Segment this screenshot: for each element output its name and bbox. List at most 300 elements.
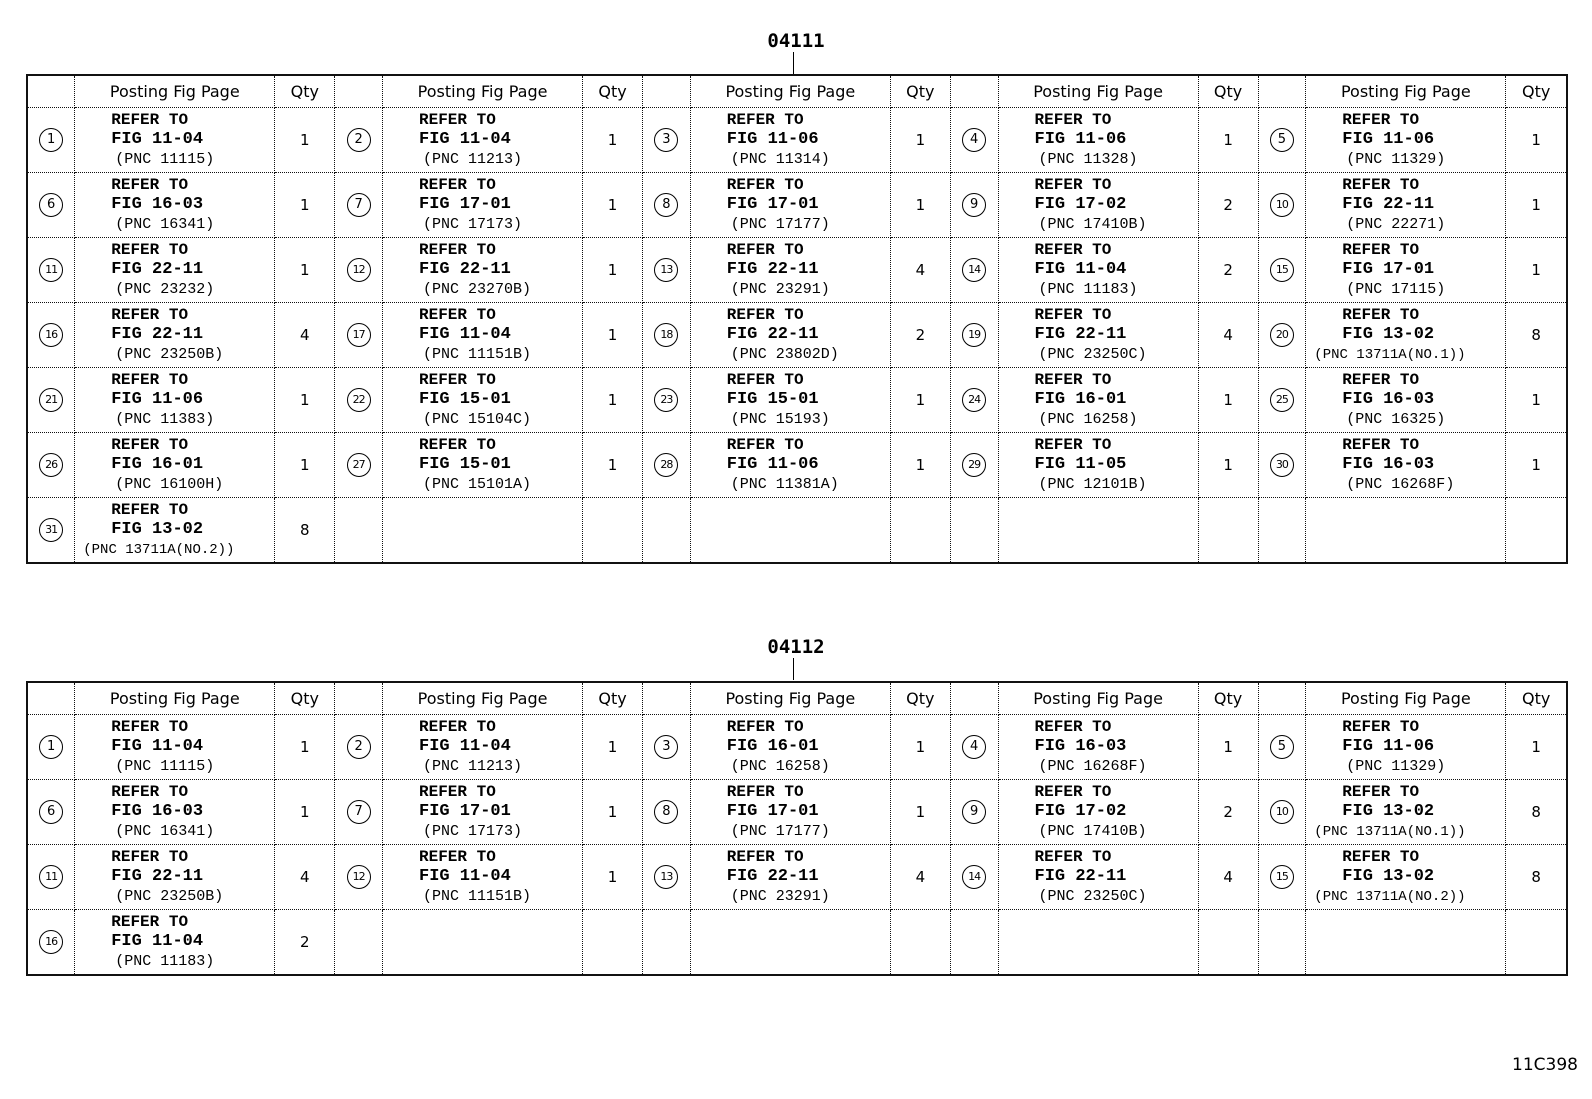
pnc-ref: (PNC 23291) — [730, 888, 830, 905]
posting-cell — [1306, 845, 1506, 910]
qty-value: 4 — [915, 261, 926, 279]
refer-label: REFER TO — [1342, 436, 1420, 454]
fig-ref: FIG 17-02 — [1034, 195, 1127, 214]
refer-label: REFER TO — [419, 848, 496, 866]
posting-cell — [690, 238, 890, 303]
item-number: 4 — [962, 128, 986, 152]
item-number-cell — [643, 715, 691, 780]
item-number-cell — [1258, 498, 1306, 563]
fig-ref: FIG 11-04 — [111, 130, 204, 149]
posting-cell — [690, 910, 890, 975]
item-number-cell — [1258, 780, 1306, 845]
qty-value: 1 — [1531, 196, 1541, 214]
refer-label: REFER TO — [726, 111, 804, 129]
table-row — [27, 368, 1567, 433]
qty-cell — [583, 108, 643, 173]
refer-label: REFER TO — [419, 241, 496, 259]
item-number-cell — [950, 780, 998, 845]
item-number-cell — [950, 433, 998, 498]
pnc-ref: (PNC 13711A(NO.2)) — [1314, 889, 1466, 905]
qty-value: 1 — [1223, 456, 1233, 474]
fig-ref: FIG 16-03 — [1034, 737, 1127, 756]
pnc-ref: (PNC 16268F) — [1038, 758, 1147, 775]
item-number-cell — [643, 173, 691, 238]
item-number-cell — [335, 910, 383, 975]
header-posting: Posting Fig Page — [383, 75, 583, 108]
qty-cell — [275, 368, 335, 433]
item-number-cell — [335, 303, 383, 368]
qty-value: 1 — [1531, 738, 1541, 756]
fig-ref: FIG 15-01 — [419, 455, 511, 474]
table-row — [27, 780, 1567, 845]
figure-code: 11C398 — [1512, 1055, 1578, 1075]
header-qty: Qty — [1506, 682, 1567, 715]
fig-ref: FIG 17-01 — [419, 802, 511, 821]
item-number-cell — [643, 845, 691, 910]
fig-ref: FIG 22-11 — [111, 867, 204, 886]
qty-cell — [583, 910, 643, 975]
pnc-ref: (PNC 23250B) — [115, 346, 224, 363]
item-number-cell — [1258, 433, 1306, 498]
qty-value: 1 — [1223, 131, 1233, 149]
posting-cell — [690, 498, 890, 563]
pnc-ref: (PNC 17410B) — [1038, 823, 1147, 840]
pnc-ref: (PNC 23250C) — [1038, 346, 1147, 363]
posting-cell — [998, 108, 1198, 173]
item-number-cell — [950, 715, 998, 780]
kit-leader-line — [793, 658, 794, 680]
table-row — [27, 238, 1567, 303]
item-number-cell — [27, 433, 75, 498]
refer-label: REFER TO — [111, 306, 189, 324]
item-number: 28 — [654, 453, 678, 477]
refer-label: REFER TO — [419, 783, 496, 801]
pnc-ref: (PNC 15101A) — [423, 476, 532, 493]
fig-ref: FIG 22-11 — [111, 325, 204, 344]
item-number: 7 — [347, 193, 371, 217]
qty-cell — [583, 715, 643, 780]
posting-cell — [75, 845, 275, 910]
refer-label: REFER TO — [1342, 176, 1420, 194]
refer-label: REFER TO — [111, 500, 189, 519]
item-number: 13 — [654, 258, 678, 282]
item-number: 22 — [347, 388, 371, 412]
item-number-cell — [643, 108, 691, 173]
posting-cell — [1306, 498, 1506, 563]
item-number: 14 — [962, 865, 986, 889]
header-blank — [335, 682, 383, 715]
item-number-cell — [335, 715, 383, 780]
item-number-cell — [950, 910, 998, 975]
fig-ref: FIG 11-06 — [1034, 130, 1127, 149]
item-number: 12 — [347, 258, 371, 282]
fig-ref: FIG 11-06 — [726, 130, 819, 149]
refer-label: REFER TO — [111, 718, 189, 736]
table-row — [27, 303, 1567, 368]
posting-cell — [690, 108, 890, 173]
qty-value: 1 — [1531, 391, 1541, 409]
item-number-cell — [335, 780, 383, 845]
refer-label: REFER TO — [1034, 111, 1112, 129]
refer-label: REFER TO — [1034, 718, 1112, 736]
item-number: 30 — [1270, 453, 1294, 477]
qty-cell — [1506, 368, 1567, 433]
posting-cell — [75, 108, 275, 173]
item-number: 1 — [39, 735, 63, 759]
posting-cell — [1306, 238, 1506, 303]
qty-value: 1 — [300, 391, 310, 409]
refer-label: REFER TO — [1034, 176, 1112, 194]
header-posting: Posting Fig Page — [690, 682, 890, 715]
refer-label: REFER TO — [419, 718, 496, 736]
posting-cell — [75, 303, 275, 368]
item-number-cell — [1258, 303, 1306, 368]
refer-label: REFER TO — [1034, 848, 1112, 866]
posting-cell — [998, 238, 1198, 303]
header-posting: Posting Fig Page — [998, 75, 1198, 108]
fig-ref: FIG 16-03 — [1342, 390, 1435, 409]
qty-cell — [1198, 238, 1258, 303]
qty-value: 4 — [300, 868, 310, 886]
qty-cell — [275, 108, 335, 173]
header-blank — [950, 682, 998, 715]
qty-value: 1 — [1531, 131, 1541, 149]
posting-cell — [690, 715, 890, 780]
qty-cell — [890, 108, 950, 173]
pnc-ref: (PNC 11115) — [115, 151, 215, 168]
item-number-cell — [1258, 910, 1306, 975]
fig-ref: FIG 17-01 — [1342, 260, 1435, 279]
qty-cell — [1198, 845, 1258, 910]
qty-cell — [583, 238, 643, 303]
pnc-ref: (PNC 23250C) — [1038, 888, 1147, 905]
qty-cell — [583, 368, 643, 433]
refer-label: REFER TO — [419, 306, 496, 324]
parts-table — [26, 74, 1568, 564]
pnc-ref: (PNC 11115) — [115, 758, 215, 775]
qty-cell — [1198, 108, 1258, 173]
item-number-cell — [950, 303, 998, 368]
qty-value: 8 — [1531, 326, 1541, 344]
pnc-ref: (PNC 13711A(NO.1)) — [1314, 824, 1466, 840]
refer-label: REFER TO — [726, 783, 804, 801]
qty-cell — [890, 715, 950, 780]
qty-cell — [275, 498, 335, 563]
qty-value: 4 — [1223, 326, 1233, 344]
header-blank — [335, 75, 383, 108]
posting-cell — [690, 845, 890, 910]
pnc-ref: (PNC 11151B) — [423, 346, 532, 363]
item-number: 9 — [962, 193, 986, 217]
header-posting: Posting Fig Page — [383, 682, 583, 715]
qty-cell — [1198, 368, 1258, 433]
qty-value: 1 — [915, 196, 926, 214]
fig-ref: FIG 17-01 — [419, 195, 511, 214]
header-posting: Posting Fig Page — [998, 682, 1198, 715]
qty-value: 2 — [915, 326, 926, 344]
qty-value: 1 — [607, 326, 618, 344]
qty-cell — [275, 303, 335, 368]
posting-cell — [75, 498, 275, 563]
refer-label: REFER TO — [419, 371, 496, 389]
pnc-ref: (PNC 11314) — [730, 151, 830, 168]
item-number-cell — [27, 498, 75, 563]
posting-cell — [998, 303, 1198, 368]
pnc-ref: (PNC 11213) — [423, 758, 523, 775]
refer-label: REFER TO — [1342, 306, 1420, 324]
pnc-ref: (PNC 13711A(NO.2)) — [83, 541, 235, 558]
item-number: 15 — [1270, 865, 1294, 889]
table-row — [27, 108, 1567, 173]
posting-cell — [690, 368, 890, 433]
table-row — [27, 910, 1567, 975]
refer-label: REFER TO — [111, 783, 189, 801]
posting-cell — [998, 173, 1198, 238]
pnc-ref: (PNC 16100H) — [115, 476, 224, 493]
refer-label: REFER TO — [726, 306, 804, 324]
item-number: 6 — [39, 193, 63, 217]
header-blank — [27, 75, 75, 108]
qty-cell — [1198, 173, 1258, 238]
item-number-cell — [643, 910, 691, 975]
refer-label: REFER TO — [726, 241, 804, 259]
refer-label: REFER TO — [726, 176, 804, 194]
posting-cell — [383, 173, 583, 238]
refer-label: REFER TO — [111, 241, 189, 259]
posting-cell — [998, 715, 1198, 780]
item-number-cell — [950, 845, 998, 910]
item-number: 8 — [654, 193, 678, 217]
refer-label: REFER TO — [111, 111, 189, 129]
header-posting: Posting Fig Page — [1306, 75, 1506, 108]
pnc-ref: (PNC 11183) — [1038, 281, 1138, 298]
qty-value: 1 — [607, 803, 618, 821]
pnc-ref: (PNC 16325) — [1346, 411, 1446, 428]
qty-cell — [890, 780, 950, 845]
qty-value: 1 — [915, 456, 926, 474]
fig-ref: FIG 16-03 — [111, 195, 204, 214]
table-row — [27, 433, 1567, 498]
refer-label: REFER TO — [1342, 111, 1420, 129]
fig-ref: FIG 11-04 — [419, 325, 511, 344]
header-qty: Qty — [1198, 75, 1258, 108]
qty-cell — [890, 910, 950, 975]
item-number: 3 — [654, 735, 678, 759]
fig-ref: FIG 13-02 — [1342, 325, 1435, 344]
qty-value: 1 — [607, 738, 618, 756]
item-number: 24 — [962, 388, 986, 412]
posting-cell — [75, 433, 275, 498]
item-number-cell — [335, 368, 383, 433]
posting-cell — [1306, 780, 1506, 845]
header-qty: Qty — [1506, 75, 1567, 108]
pnc-ref: (PNC 23250B) — [115, 888, 224, 905]
posting-cell — [1306, 368, 1506, 433]
header-qty: Qty — [275, 75, 335, 108]
posting-cell — [690, 433, 890, 498]
posting-cell — [1306, 108, 1506, 173]
item-number: 11 — [39, 865, 63, 889]
item-number: 8 — [654, 800, 678, 824]
fig-ref: FIG 16-03 — [111, 802, 204, 821]
table-header — [27, 682, 1567, 715]
item-number: 13 — [654, 865, 678, 889]
fig-ref: FIG 13-02 — [1342, 867, 1435, 886]
pnc-ref: (PNC 17177) — [730, 823, 830, 840]
qty-value: 1 — [607, 868, 618, 886]
item-number: 7 — [347, 800, 371, 824]
posting-cell — [383, 780, 583, 845]
pnc-ref: (PNC 11328) — [1038, 151, 1138, 168]
item-number: 10 — [1270, 800, 1294, 824]
posting-cell — [383, 910, 583, 975]
posting-cell — [75, 173, 275, 238]
pnc-ref: (PNC 13711A(NO.1)) — [1314, 347, 1466, 363]
pnc-ref: (PNC 11183) — [115, 952, 215, 970]
qty-cell — [1506, 910, 1567, 975]
refer-label: REFER TO — [1342, 718, 1420, 736]
item-number: 9 — [962, 800, 986, 824]
item-number-cell — [27, 108, 75, 173]
pnc-ref: (PNC 15193) — [730, 411, 830, 428]
table-row — [27, 715, 1567, 780]
header-row — [27, 75, 1567, 108]
refer-label: REFER TO — [1342, 241, 1420, 259]
item-number-cell — [1258, 715, 1306, 780]
qty-value: 8 — [1531, 868, 1541, 886]
pnc-ref: (PNC 16258) — [730, 758, 830, 775]
fig-ref: FIG 11-06 — [111, 390, 204, 409]
item-number-cell — [27, 780, 75, 845]
qty-value: 8 — [300, 520, 310, 539]
fig-ref: FIG 22-11 — [726, 260, 819, 279]
table-row — [27, 845, 1567, 910]
qty-value: 1 — [915, 803, 926, 821]
item-number-cell — [335, 498, 383, 563]
posting-cell — [998, 845, 1198, 910]
item-number-cell — [1258, 173, 1306, 238]
qty-value: 1 — [915, 131, 926, 149]
item-number: 29 — [962, 453, 986, 477]
fig-ref: FIG 17-01 — [726, 802, 819, 821]
header-blank — [1258, 682, 1306, 715]
qty-value: 1 — [1531, 261, 1541, 279]
posting-cell — [75, 368, 275, 433]
item-number: 27 — [347, 453, 371, 477]
qty-value: 1 — [300, 196, 310, 214]
item-number-cell — [1258, 845, 1306, 910]
refer-label: REFER TO — [111, 912, 189, 931]
item-number-cell — [1258, 238, 1306, 303]
qty-cell — [1506, 780, 1567, 845]
item-number-cell — [27, 238, 75, 303]
item-number-cell — [335, 238, 383, 303]
pnc-ref: (PNC 17115) — [1346, 281, 1446, 298]
qty-cell — [890, 845, 950, 910]
posting-cell — [75, 715, 275, 780]
refer-label: REFER TO — [111, 176, 189, 194]
fig-ref: FIG 22-11 — [1342, 195, 1435, 214]
header-blank — [643, 682, 691, 715]
fig-ref: FIG 17-02 — [1034, 802, 1127, 821]
header-blank — [643, 75, 691, 108]
item-number: 2 — [347, 128, 371, 152]
fig-ref: FIG 11-04 — [419, 130, 511, 149]
posting-cell — [383, 433, 583, 498]
item-number-cell — [643, 368, 691, 433]
posting-cell — [998, 433, 1198, 498]
header-blank — [950, 75, 998, 108]
item-number-cell — [643, 780, 691, 845]
qty-value: 1 — [915, 391, 926, 409]
qty-cell — [275, 780, 335, 845]
posting-cell — [75, 780, 275, 845]
pnc-ref: (PNC 11329) — [1346, 758, 1446, 775]
posting-cell — [1306, 303, 1506, 368]
posting-cell — [998, 780, 1198, 845]
qty-value: 1 — [607, 261, 618, 279]
pnc-ref: (PNC 11383) — [115, 411, 215, 428]
fig-ref: FIG 16-01 — [111, 455, 204, 474]
item-number: 15 — [1270, 258, 1294, 282]
fig-ref: FIG 16-01 — [726, 737, 819, 756]
kit-title: 04111 — [767, 30, 825, 52]
posting-cell — [383, 715, 583, 780]
pnc-ref: (PNC 17410B) — [1038, 216, 1147, 233]
qty-value: 1 — [1223, 738, 1233, 756]
posting-cell — [1306, 910, 1506, 975]
item-number: 10 — [1270, 193, 1294, 217]
table-header — [27, 75, 1567, 108]
kit-leader-line — [793, 52, 794, 74]
posting-cell — [383, 845, 583, 910]
refer-label: REFER TO — [1034, 306, 1112, 324]
qty-cell — [1198, 433, 1258, 498]
qty-cell — [583, 845, 643, 910]
table-body — [27, 108, 1567, 563]
posting-cell — [383, 368, 583, 433]
item-number: 17 — [347, 323, 371, 347]
refer-label: REFER TO — [419, 111, 496, 129]
qty-value: 1 — [607, 196, 618, 214]
posting-cell — [998, 498, 1198, 563]
item-number: 16 — [39, 323, 63, 347]
qty-cell — [275, 845, 335, 910]
pnc-ref: (PNC 11151B) — [423, 888, 532, 905]
header-posting: Posting Fig Page — [75, 75, 275, 108]
posting-cell — [1306, 433, 1506, 498]
fig-ref: FIG 11-06 — [726, 455, 819, 474]
item-number-cell — [950, 368, 998, 433]
item-number: 21 — [39, 388, 63, 412]
refer-label: REFER TO — [726, 848, 804, 866]
qty-value: 1 — [300, 803, 310, 821]
qty-value: 1 — [607, 131, 618, 149]
item-number-cell — [950, 108, 998, 173]
qty-cell — [1506, 173, 1567, 238]
qty-cell — [1506, 498, 1567, 563]
fig-ref: FIG 15-01 — [419, 390, 511, 409]
qty-cell — [890, 433, 950, 498]
item-number-cell — [27, 715, 75, 780]
qty-value: 2 — [1223, 261, 1233, 279]
table-body — [27, 715, 1567, 975]
pnc-ref: (PNC 16341) — [115, 216, 215, 233]
qty-cell — [583, 433, 643, 498]
item-number: 2 — [347, 735, 371, 759]
qty-cell — [890, 303, 950, 368]
header-blank — [27, 682, 75, 715]
